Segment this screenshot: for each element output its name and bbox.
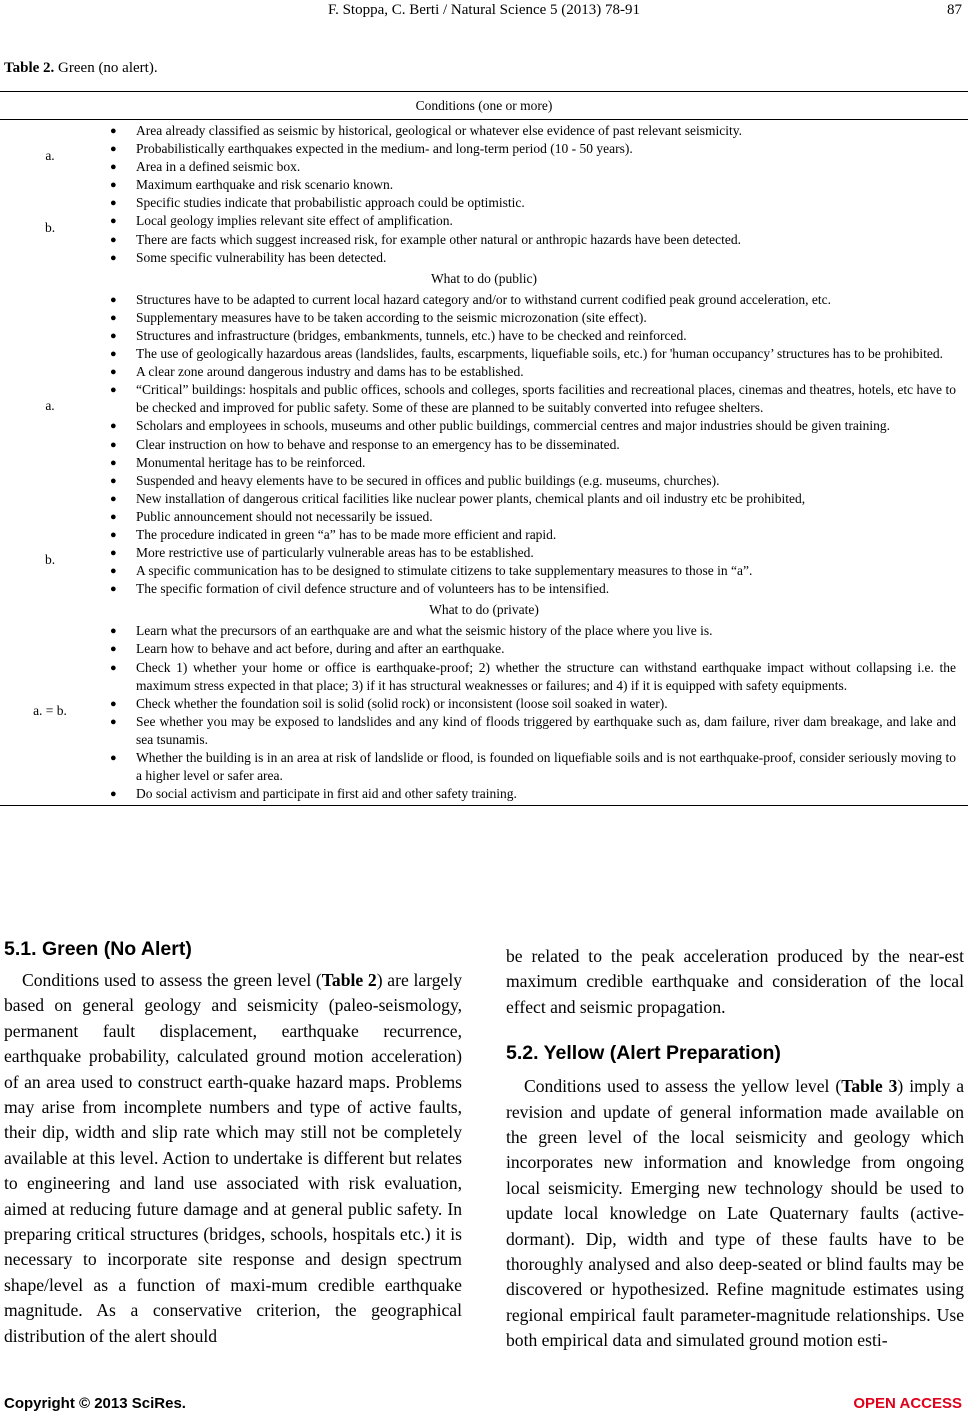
item-text: The procedure indicated in green “a” has to be made more efficient and rapid. (136, 526, 557, 542)
table-list-item (110, 291, 956, 309)
item-text: Do social activism and participate in first aid and other safety training. (136, 786, 517, 802)
item-text: Local geology implies relevant site effect of amplification. (136, 213, 453, 229)
bullet-icon: ● (110, 348, 117, 361)
bullet-icon: ● (110, 752, 117, 764)
bullet-icon: ● (110, 456, 117, 469)
item-text: Learn how to behave and act before, during and after an earthquake. (136, 641, 505, 657)
bullet-icon: ● (110, 125, 117, 137)
table-2 (0, 91, 968, 806)
bullet-icon: ● (110, 697, 117, 710)
table-list-item (110, 345, 956, 363)
table-section-title: Conditions (one or more) (415, 98, 553, 113)
table-list-item (110, 212, 956, 230)
item-text: “Critical” buildings: hospitals and public offices, schools and colleges, sports facilities and recreational places, cinemas and theatres, hotels, etc have to be checked and improved for public safety. Some of these are planned to be suitably converted into refugee shelters. (136, 382, 956, 416)
item-text: Check whether the foundation soil is solid (solid rock) or inconsistent (loose soil soaked in water). (136, 695, 668, 711)
paragraph-continuation: be related to the peak acceleration produced by the near-est maximum credible earthquake and consideration of the local effect and seismic propagation. (506, 946, 964, 1017)
table-ref[interactable]: Table 2 (321, 970, 377, 990)
table-group (0, 526, 968, 598)
table-section-title: What to do (public) (430, 270, 538, 286)
item-text: See whether you may be exposed to landslides and any kind of floods triggered by earthquake such as, dam failure, river dam breakage, and lake and sea tsunamis. (136, 713, 956, 747)
bullet-icon: ● (110, 474, 117, 487)
item-text: Supplementary measures have to be taken according to the seismic microzonation (site effect). (136, 309, 647, 325)
page-footer (4, 1395, 962, 1412)
table-list-item (110, 194, 956, 212)
table-list-item (110, 176, 956, 194)
table-bottom-rule (0, 805, 968, 806)
table-list-item (110, 490, 956, 508)
page-number: 87 (947, 2, 962, 18)
item-text: There are facts which suggest increased risk, for example other natural or anthropic hazards have been detected. (136, 231, 741, 247)
bullet-icon: ● (110, 215, 117, 228)
bullet-icon: ● (110, 492, 117, 505)
item-text: Area already classified as seismic by historical, geological or whatever else evidence of past relevant seismicity. (136, 123, 743, 138)
table-list-item (110, 695, 956, 713)
bullet-icon: ● (110, 643, 117, 656)
table-list-item (110, 749, 956, 785)
table-list-item (110, 417, 956, 435)
bullet-icon: ● (110, 293, 117, 306)
table-list-item (110, 122, 956, 140)
item-text: Some specific vulnerability has been detected. (136, 249, 387, 265)
table-ref[interactable]: Table 3 (841, 1076, 898, 1097)
section-paragraph-green: Conditions used to assess the green level (Table 2) are largely based on general geology and seismicity (paleo-seismology, permanent fault displacement, earthquake recurrence, earthquake probability, calculated ground motion acceleration) of an area used to construct earth-quake hazard maps. Problems may arise from incomplete numbers and type of active faults, their dip, width and slip rate which may still not be completely available at this level. Action to undertake is different but relates to engineering and land use associated with risk evaluation, aimed at reducing future damage and at general public safety. In preparing critical structures (bridges, schools, hospitals etc.) it is necessary to incorporate site response and design spectrum shape/level as a function of maxi-mum credible earthquake magnitude. As a conservative criterion, the geographical distribution of the alert should (4, 970, 463, 1346)
table-section-title: What to do (private) (429, 602, 539, 618)
bullet-icon: ● (110, 329, 117, 342)
table-list-item (110, 659, 956, 695)
table-list-item (110, 327, 956, 345)
table-list-item (110, 785, 956, 803)
table-list-item (110, 249, 956, 267)
open-access-badge: OPEN ACCESS (853, 1395, 962, 1412)
bullet-icon: ● (110, 233, 117, 246)
bullet-icon: ● (110, 438, 117, 451)
item-text: More restrictive use of particularly vulnerable areas has to be established. (136, 545, 534, 561)
bullet-icon: ● (110, 625, 117, 638)
table-list-item (110, 309, 956, 327)
bullet-icon: ● (110, 715, 117, 728)
item-text: Specific studies indicate that probabilistic approach could be optimistic. (136, 195, 525, 211)
table-list-item (110, 231, 956, 249)
item-text: Scholars and employees in schools, museums and other public buildings, commercial centres and major industries should be given training. (136, 418, 890, 434)
table-list-item (110, 713, 956, 749)
table-group (0, 622, 968, 803)
table-list-item (110, 544, 956, 562)
bullet-icon: ● (110, 384, 117, 397)
bullet-icon: ● (110, 179, 117, 192)
table-list-item (110, 526, 956, 544)
bullet-icon: ● (110, 311, 117, 324)
table-list-item (110, 640, 956, 658)
item-text: Check 1) whether your home or office is earthquake-proof; 2) whether the structure can withstand earthquake impact without collapsing i.e. the maximum stress expected in that place; 3) if it has structural weaknesses or failures; and 4) if it is equipped with safety equipments. (136, 659, 956, 693)
item-text: Structures have to be adapted to current local hazard category and/or to withstand current codified peak ground acceleration, etc. (136, 291, 831, 307)
journal-citation: F. Stoppa, C. Berti / Natural Science 5 (2013) 78-91 (327, 2, 641, 18)
table-group (0, 122, 968, 194)
item-text: The specific formation of civil defence structure and of volunteers has to be intensified. (136, 581, 610, 597)
bullet-icon: ● (110, 528, 117, 541)
table-caption (4, 60, 158, 77)
group-label: a. (45, 398, 55, 414)
copyright: Copyright © 2013 SciRes. (4, 1395, 186, 1412)
item-text: Monumental heritage has to be reinforced. (136, 454, 366, 470)
bullet-icon: ● (110, 510, 117, 523)
item-text: Learn what the precursors of an earthquake are and what the seismic history of the place where you live is. (136, 623, 713, 639)
item-text: A clear zone around dangerous industry and dams has to be established. (136, 364, 524, 380)
group-label: b. (44, 220, 56, 236)
group-label: a. = b. (33, 702, 67, 718)
bullet-icon: ● (110, 661, 117, 674)
item-text: Whether the building is in an area at risk of landslide or flood, is founded on liquefiable soils and is not earthquake-proof, consider seriously moving to a higher level or safer area. (136, 750, 956, 784)
column-right (506, 944, 964, 1354)
table-list-item (110, 622, 956, 640)
table-top-rule (0, 91, 968, 92)
table-list-item (110, 381, 956, 417)
table-list-item (110, 508, 956, 526)
bullet-icon: ● (110, 420, 117, 433)
bullet-icon: ● (110, 251, 117, 264)
bullet-icon: ● (110, 197, 117, 210)
table-caption-label: Table 2. (4, 60, 55, 76)
table-list-item (110, 140, 956, 158)
page-header (0, 2, 968, 22)
table-group (0, 194, 968, 266)
item-text: Suspended and heavy elements have to be secured in offices and public buildings (e.g. museums, churches). (136, 472, 720, 488)
item-text: Probabilistically earthquakes expected in the medium- and long-term period (10 - 50 years). (136, 141, 633, 157)
bullet-icon: ● (110, 788, 117, 801)
bullet-icon: ● (110, 161, 117, 174)
item-text: New installation of dangerous critical facilities like nuclear power plants, chemical plants and oil industry etc be prohibited, (136, 490, 806, 506)
item-text: A specific communication has to be designed to stimulate citizens to take supplementary measures to those in “a”. (136, 563, 753, 579)
bullet-icon: ● (110, 583, 117, 596)
table-group (0, 291, 968, 526)
item-text: The use of geologically hazardous areas (landslides, faults, escarpments, liquefiable soils, etc.) for 'human occupancy’ structures has to be prohibited. (136, 346, 944, 362)
table-caption-text: Green (no alert). (54, 60, 158, 76)
table-list-item (110, 158, 956, 176)
column-left (4, 936, 462, 1349)
table-list-item (110, 363, 956, 381)
item-text: Area in a defined seismic box. (136, 159, 301, 175)
table-list-item (110, 454, 956, 472)
item-text: Clear instruction on how to behave and response to an emergency has to be disseminated. (136, 436, 620, 452)
group-label: a. (45, 148, 55, 163)
bullet-icon: ● (110, 565, 117, 578)
item-text: Maximum earthquake and risk scenario known. (136, 177, 394, 193)
section-heading-green: 5.1. Green (No Alert) (4, 938, 192, 960)
section-paragraph-yellow: Conditions used to assess the yellow level (Table 3) imply a revision and update of general information made available on the green level of the local seismicity and geology which incorporates new information and knowledge from ongoing local seismicity. Emerging new technology should be used to update local knowledge on Late Quaternary faults (active-dormant). Dip, width and type of these faults have to be thoroughly analysed and also deep-seated or blind faults may be discovered or hypothesized. Refine magnitude estimates using regional empirical fault parameter-magnitude relationships. Use both empirical data and simulated ground motion esti- (506, 1076, 965, 1351)
bullet-icon: ● (110, 366, 117, 379)
item-text: Structures and infrastructure (bridges, embankments, tunnels, etc.) have to be checked and reinforced. (136, 327, 687, 343)
bullet-icon: ● (110, 547, 117, 560)
table-list-item (110, 436, 956, 454)
item-text: Public announcement should not necessarily be issued. (136, 508, 433, 524)
bullet-icon: ● (110, 143, 117, 156)
section-heading-yellow: 5.2. Yellow (Alert Preparation) (506, 1042, 781, 1065)
group-label: b. (44, 551, 56, 567)
table-list-item (110, 562, 956, 580)
table-list-item (110, 580, 956, 598)
table-list-item (110, 472, 956, 490)
